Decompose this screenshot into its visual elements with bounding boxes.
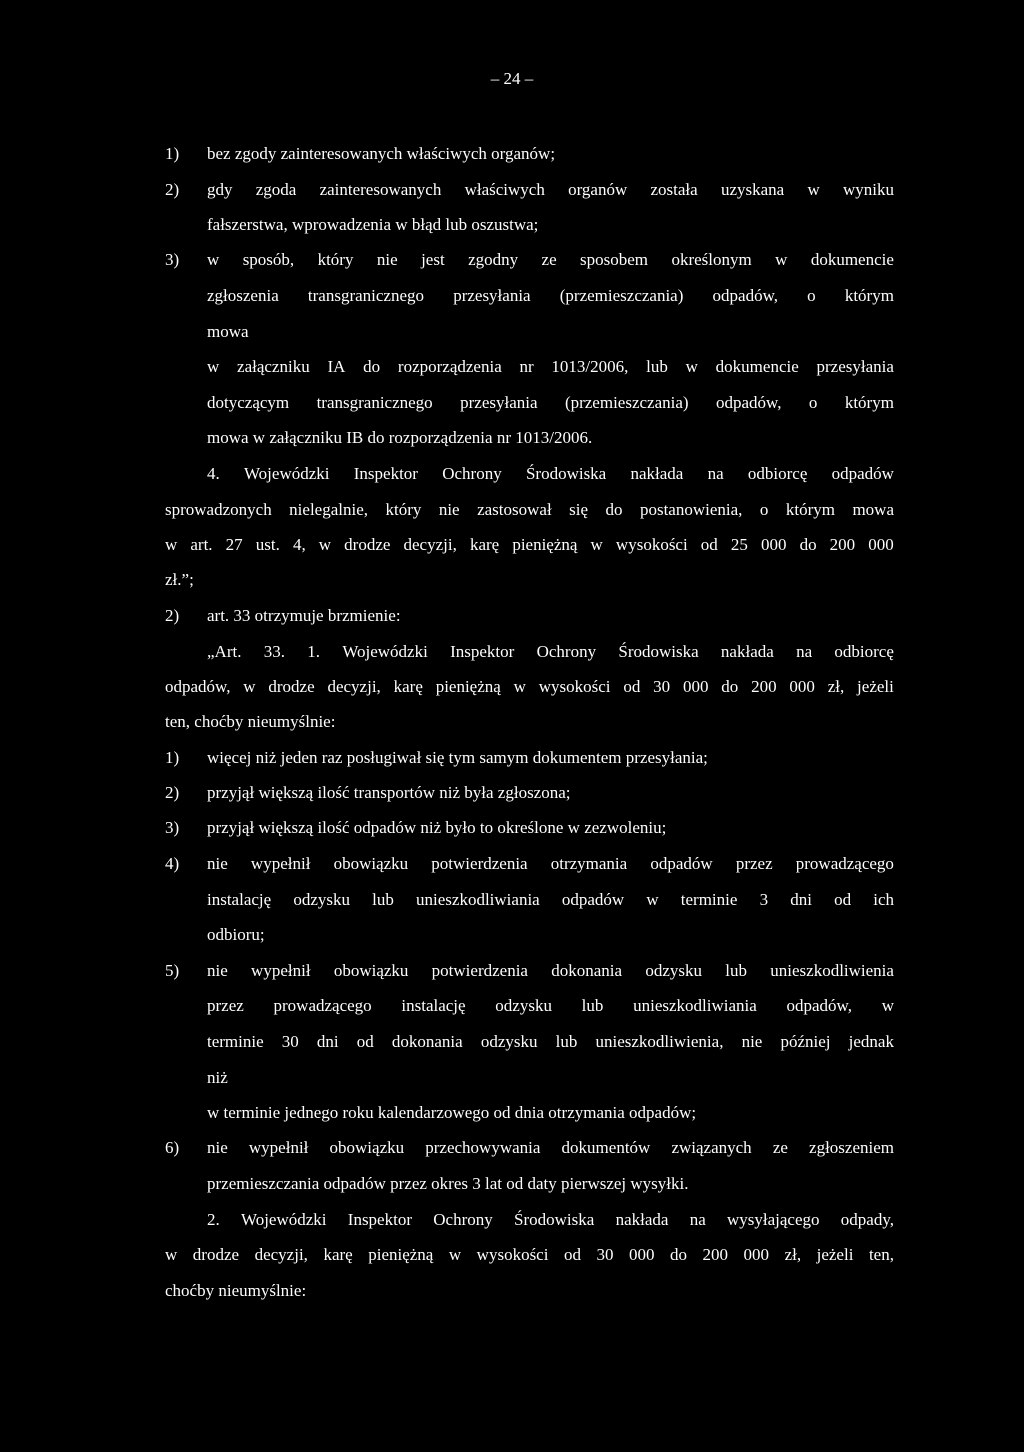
- text-line: gdy zgoda zainteresowanych właściwych organów została uzyskana w wyniku: [207, 180, 894, 199]
- text-line: sprowadzonych nielegalnie, który nie zastosował się do postanowienia, o którym mowa: [165, 500, 894, 519]
- list-marker: 4): [165, 854, 180, 873]
- text-line: nie wypełnił obowiązku potwierdzenia dokonania odzysku lub unieszkodliwienia: [207, 961, 894, 980]
- text-line: nie wypełnił obowiązku przechowywania dokumentów związanych ze zgłoszeniem: [207, 1138, 894, 1157]
- text-line: art. 33 otrzymuje brzmienie:: [207, 606, 401, 625]
- text-line: 2. Wojewódzki Inspektor Ochrony Środowiska nakłada na wysyłającego odpady,: [207, 1210, 894, 1229]
- text-line: 4. Wojewódzki Inspektor Ochrony Środowiska nakłada na odbiorcę odpadów: [207, 464, 894, 483]
- text-line: przez prowadzącego instalację odzysku lub unieszkodliwiania odpadów, w: [207, 996, 894, 1015]
- text-line: instalację odzysku lub unieszkodliwiania odpadów w terminie 3 dni od ich: [207, 890, 894, 909]
- list-marker: 5): [165, 961, 180, 980]
- text-line: niż: [207, 1068, 228, 1087]
- text-line: „Art. 33. 1. Wojewódzki Inspektor Ochrony Środowiska nakłada na odbiorcę: [207, 642, 894, 661]
- text-line: bez zgody zainteresowanych właściwych organów;: [207, 144, 556, 163]
- list-marker: 1): [165, 748, 180, 767]
- list-marker: 3): [165, 250, 180, 269]
- text-line: zł.”;: [165, 570, 194, 589]
- text-line: fałszerstwa, wprowadzenia w błąd lub oszustwa;: [207, 215, 539, 234]
- text-line: dotyczącym transgranicznego przesyłania (przemieszczania) odpadów, o którym: [207, 393, 894, 412]
- text-line: przemieszczania odpadów przez okres 3 lat od daty pierwszej wysyłki.: [207, 1174, 689, 1193]
- list-marker: 3): [165, 818, 180, 837]
- text-line: przyjął większą ilość odpadów niż było to określone w zezwoleniu;: [207, 818, 667, 837]
- text-line: choćby nieumyślnie:: [165, 1281, 307, 1300]
- text-line: mowa w załączniku IB do rozporządzenia nr 1013/2006.: [207, 428, 593, 447]
- text-line: w terminie jednego roku kalendarzowego od dnia otrzymania odpadów;: [207, 1103, 697, 1122]
- text-line: więcej niż jeden raz posługiwał się tym samym dokumentem przesyłania;: [207, 748, 708, 767]
- list-marker: 6): [165, 1138, 180, 1157]
- text-line: w załączniku IA do rozporządzenia nr 1013/2006, lub w dokumencie przesyłania: [207, 357, 894, 376]
- list-marker: 2): [165, 180, 180, 199]
- list-marker: 2): [165, 783, 180, 802]
- text-line: odpadów, w drodze decyzji, karę pieniężną w wysokości od 30 000 do 200 000 zł, jeżeli: [165, 677, 894, 696]
- text-line: terminie 30 dni od dokonania odzysku lub unieszkodliwienia, nie później jednak: [207, 1032, 894, 1051]
- text-line: przyjął większą ilość transportów niż była zgłoszona;: [207, 783, 571, 802]
- page-number: – 24 –: [490, 69, 534, 88]
- text-line: w sposób, który nie jest zgodny ze sposobem określonym w dokumencie: [207, 250, 894, 269]
- text-line: nie wypełnił obowiązku potwierdzenia otrzymania odpadów przez prowadzącego: [207, 854, 894, 873]
- text-line: zgłoszenia transgranicznego przesyłania (przemieszczania) odpadów, o którym: [207, 286, 894, 305]
- list-marker: 2): [165, 606, 180, 625]
- text-line: mowa: [207, 322, 249, 341]
- text-line: odbioru;: [207, 925, 265, 944]
- text-line: w art. 27 ust. 4, w drodze decyzji, karę pieniężną w wysokości od 25 000 do 200 000: [165, 535, 894, 554]
- text-line: ten, choćby nieumyślnie:: [165, 712, 336, 731]
- list-marker: 1): [165, 144, 180, 163]
- text-line: w drodze decyzji, karę pieniężną w wysokości od 30 000 do 200 000 zł, jeżeli ten,: [165, 1245, 894, 1264]
